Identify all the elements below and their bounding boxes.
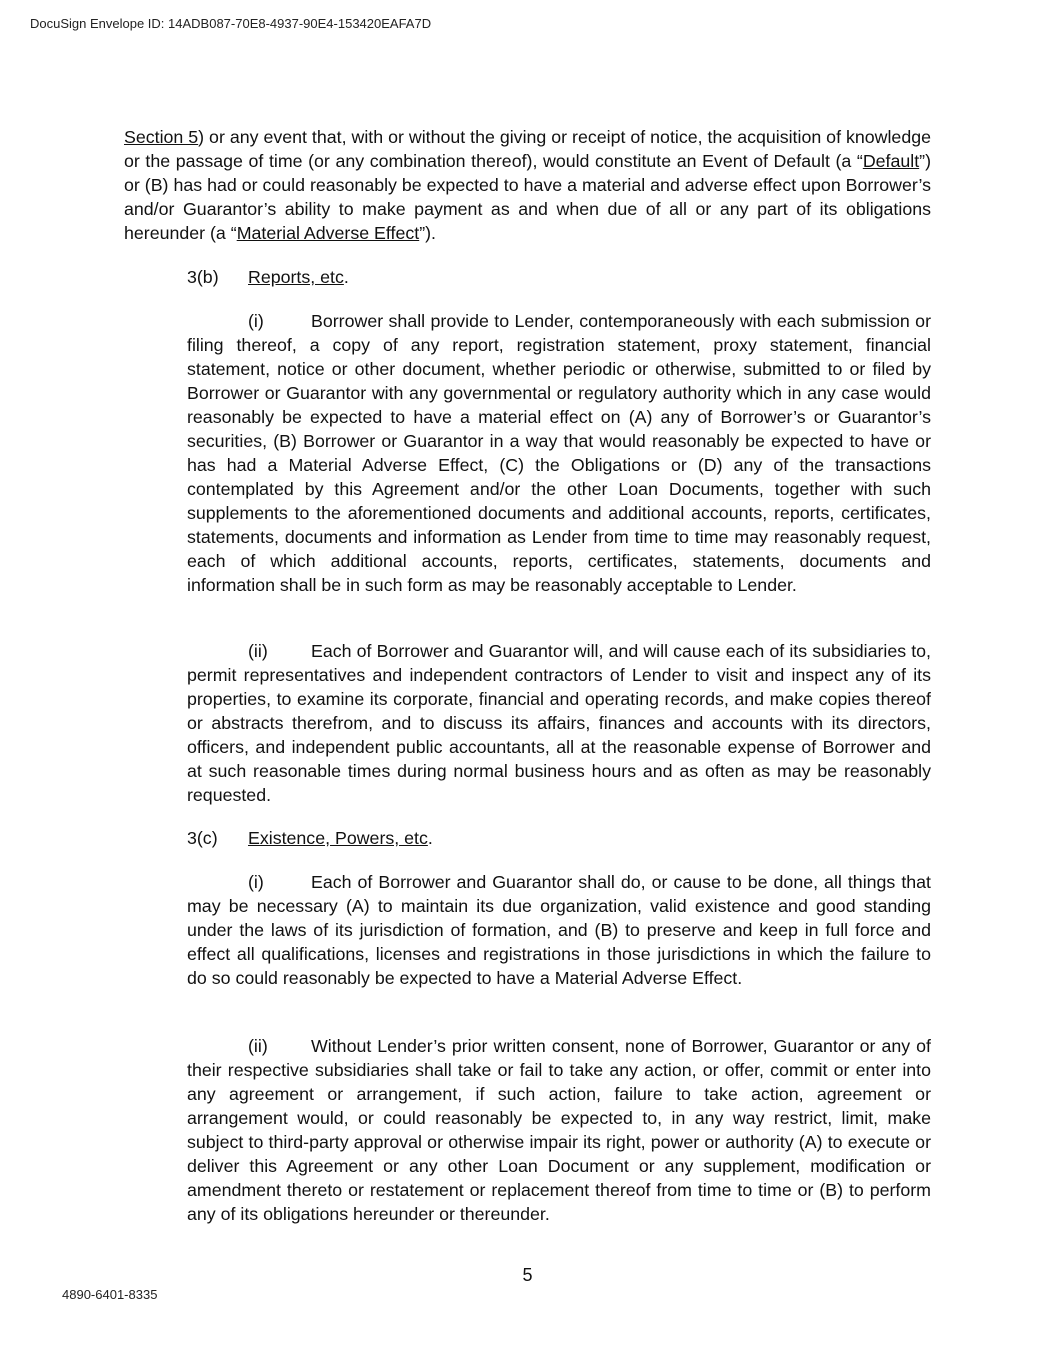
section-3c-ii-text: Without Lender’s prior written consent, none of Borrower, Guarantor or any of their respective subsidiaries shall take or fail to take any action, or offer, commit or enter into any agreement or arrangement, if such action, failure to take action, agreement or arrangement would, or could reasonably be expected to, in any way restrict, limit, make subject to third-party approval or otherwise impair its right, power or authority (A) to execute or deliver this Agreement or any other Loan Document or any supplement, modification or amendment thereto or restatement or replacement thereof from time to time or (B) to perform any of its obligations hereunder or thereunder. [187, 1036, 931, 1224]
intro-paragraph [124, 125, 931, 245]
intro-text-1: ) or any event that, with or without the giving or receipt of notice, the acquisition of knowledge or the passage of time (or any combination thereof), would constitute an Event of Default (a “ [124, 127, 931, 171]
section-3b-ii-text: Each of Borrower and Guarantor will, and will cause each of its subsidiaries to, permit representatives and independent contractors of Lender to visit and inspect any of its properties, to examine its corporate, financial and operating records, and make copies thereof or abstracts therefrom, and to discuss its affairs, finances and accounts with its directors, officers, and independent public accountants, all at the reasonable expense of Borrower and at such reasonable times during normal business hours and as often as may be reasonably requested. [187, 641, 931, 805]
section-3c-number: 3(c) [187, 828, 218, 848]
section-3c-i-text: Each of Borrower and Guarantor shall do, or cause to be done, all things that may be necessary (A) to maintain its due organization, valid existence and good standing under the laws of its jurisdiction of formation, and (B) to preserve and keep in full force and effect all qualifications, licenses and registrations in those jurisdictions in which the failure to do so could reasonably be expected to have a Material Adverse Effect. [187, 872, 931, 988]
intro-text-2: ”) or (B) has had or could reasonably be expected to have a material and adverse effect upon Borrower’s and/or Guarantor’s ability to make payment as and when due of all or any part of its obligations hereunder (a “ [124, 151, 931, 243]
page-number: 5 [522, 1265, 533, 1285]
section-3c-title-period: . [427, 828, 433, 848]
section-3b-i-label: (i) [248, 311, 264, 331]
section-3b-i-text: Borrower shall provide to Lender, contemporaneously with each submission or filing thereof, a copy of any report, registration statement, proxy statement, financial statement, notice or other document, whether periodic or otherwise, submitted to or filed by Borrower or Guarantor with any governmental or regulatory authority which in any case would reasonably be expected to have a material effect on (A) any of Borrower’s or Guarantor’s securities, (B) Borrower or Guarantor in a way that would reasonably be expected to have or has had a Material Adverse Effect, (C) the Obligations or (D) any of the transactions contemplated by this Agreement and/or the other Loan Documents, together with such supplements to the aforementioned documents and additional accounts, reports, certificates, statements, documents and information as Lender from time to time may reasonably request, each of which additional accounts, reports, certificates, statements, documents and information shall be in such form as may be reasonably acceptable to Lender. [187, 311, 931, 595]
docusign-envelope-id: DocuSign Envelope ID: 14ADB087-70E8-4937-90E4-153420EAFA7D [30, 16, 432, 31]
intro-text-3: ”). [419, 223, 436, 243]
section-3b-ii-label: (ii) [248, 641, 268, 661]
section-3c-heading [187, 826, 433, 850]
section-3b-number: 3(b) [187, 267, 219, 287]
document-id: 4890-6401-8335 [62, 1287, 158, 1302]
section-3c-i-label: (i) [248, 872, 264, 892]
section-3c-i-paragraph [187, 870, 931, 990]
section-3b-title-period: . [343, 267, 349, 287]
section-3c-title: Existence, Powers, etc [248, 828, 428, 848]
section-3b-ii-paragraph [187, 639, 931, 807]
material-adverse-effect-defined-term: Material Adverse Effect [236, 223, 420, 243]
section-3b-heading [187, 265, 349, 289]
section-5-reference: Section 5 [124, 127, 199, 147]
section-3c-ii-label: (ii) [248, 1036, 268, 1056]
section-3b-i-paragraph [187, 309, 931, 597]
section-3b-title: Reports, etc [248, 267, 344, 287]
default-defined-term: Default [862, 151, 920, 171]
section-3c-ii-paragraph [187, 1034, 931, 1226]
